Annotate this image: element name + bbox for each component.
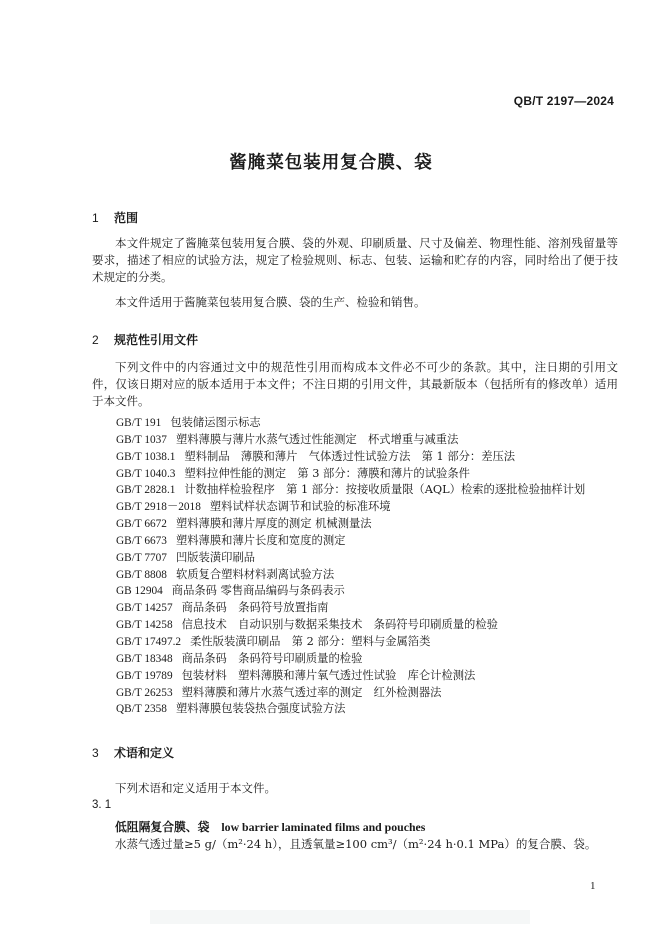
reference-title: 塑料薄膜和薄片水蒸气透过率的测定 红外检测器法 xyxy=(181,685,442,699)
reference-code: GB/T 6673 xyxy=(116,534,167,547)
reference-code: GB/T 1037 xyxy=(116,433,167,446)
reference-item xyxy=(116,533,585,550)
reference-title: 塑料薄膜包装袋热合强度试验方法 xyxy=(175,702,346,716)
reference-title: 软质复合塑料材料剥离试验方法 xyxy=(175,567,335,581)
reference-title: 信息技术 自动识别与数据采集技术 条码符号印刷质量的检验 xyxy=(181,618,498,632)
reference-title: 商品条码 零售商品编码与条码表示 xyxy=(171,584,345,598)
document-title: 酱腌菜包装用复合膜、袋 xyxy=(229,153,433,173)
term-definition: 水蒸气透过量≥5 g/（m²·24 h），且透氧量≥100 cm³/（m²·24 h·0.1 MPa）的复合膜、袋。 xyxy=(115,837,597,851)
section-title: 规范性引用文件 xyxy=(114,333,199,347)
section-3-heading xyxy=(92,744,174,761)
reference-item xyxy=(116,432,585,449)
reference-code: GB/T 8808 xyxy=(116,568,167,581)
reference-title: 商品条码 条码符号印刷质量的检验 xyxy=(181,651,363,665)
page-number: 1 xyxy=(590,880,596,892)
section-1-heading xyxy=(92,209,138,226)
term-name-cn: 低阻隔复合膜、袋 xyxy=(115,820,210,834)
reference-item xyxy=(116,701,585,718)
reference-list xyxy=(116,415,585,718)
reference-item xyxy=(116,466,585,483)
term-name xyxy=(115,818,425,835)
reference-code: GB/T 6672 xyxy=(116,518,167,531)
reference-title: 柔性版装潢印刷品 第 2 部分：塑料与金属箔类 xyxy=(190,634,431,648)
reference-title: 塑料薄膜与薄片水蒸气透过性能测定 杯式增重与减重法 xyxy=(175,432,459,446)
scope-paragraph-2: 本文件适用于酱腌菜包装用复合膜、袋的生产、检验和销售。 xyxy=(115,295,426,309)
reference-title: 凹版装潢印刷品 xyxy=(175,550,256,564)
normative-references-intro: 下列文件中的内容通过文中的规范性引用而构成本文件必不可少的条款。其中，注日期的引用文件，仅该日期对应的版本适用于本文件；不注日期的引用文件，其最新版本（包括所有的修改单）适用于本文件。 xyxy=(92,360,618,408)
reference-title: 包装材料 塑料薄膜和薄片氧气透过性试验 库仑计检测法 xyxy=(181,668,476,682)
standard-number: QB/T 2197—2024 xyxy=(513,94,614,108)
terms-intro: 下列术语和定义适用于本文件。 xyxy=(115,781,276,795)
reference-code: GB/T 7707 xyxy=(116,551,167,564)
reference-code: GB/T 18348 xyxy=(116,652,173,665)
reference-code: GB/T 26253 xyxy=(116,686,173,699)
section-title: 术语和定义 xyxy=(114,746,175,760)
reference-item xyxy=(116,567,585,584)
reference-title: 塑料薄膜和薄片厚度的测定 机械测量法 xyxy=(175,517,372,531)
reference-code: QB/T 2358 xyxy=(116,703,167,716)
reference-item xyxy=(116,634,585,651)
reference-title: 塑料薄膜和薄片长度和宽度的测定 xyxy=(175,533,346,547)
reference-title: 塑料拉伸性能的测定 第 3 部分：薄膜和薄片的试验条件 xyxy=(184,466,470,480)
reference-code: GB/T 191 xyxy=(116,417,162,429)
reference-title: 包装储运图示标志 xyxy=(170,416,261,429)
section-number: 3 xyxy=(92,746,99,760)
reference-code: GB 12904 xyxy=(116,585,163,598)
term-number: 3. 1 xyxy=(92,799,112,811)
reference-code: GB/T 14258 xyxy=(116,619,173,632)
reference-code: GB/T 1040.3 xyxy=(116,467,176,480)
reference-code: GB/T 2918－2018 xyxy=(116,501,201,514)
reference-title: 商品条码 条码符号放置指南 xyxy=(181,601,329,615)
reference-item xyxy=(116,550,585,567)
reference-title: 塑料试样状态调节和试验的标准环境 xyxy=(209,500,391,514)
reference-title: 计数抽样检验程序 第 1 部分：按接收质量限（AQL）检索的逐批检验抽样计划 xyxy=(184,483,586,497)
reference-code: GB/T 14257 xyxy=(116,602,173,615)
footer-band xyxy=(150,910,530,924)
section-number: 1 xyxy=(92,211,99,225)
section-2-heading xyxy=(92,331,198,348)
reference-item xyxy=(116,449,585,466)
reference-item xyxy=(116,499,585,516)
scope-paragraph-1: 本文件规定了酱腌菜包装用复合膜、袋的外观、印刷质量、尺寸及偏差、物理性能、溶剂残留量等要求，描述了相应的试验方法，规定了检验规则、标志、包装、运输和贮存的内容，同时给出了便于技术规定的分类。 xyxy=(92,236,618,284)
section-title: 范围 xyxy=(114,211,139,225)
reference-item xyxy=(116,415,585,432)
reference-item xyxy=(116,516,585,533)
reference-item xyxy=(116,685,585,702)
reference-item xyxy=(116,651,585,668)
section-number: 2 xyxy=(92,333,99,347)
reference-code: GB/T 2828.1 xyxy=(116,484,176,497)
reference-title: 塑料制品 薄膜和薄片 气体透过性试验方法 第 1 部分：差压法 xyxy=(184,449,516,463)
reference-code: GB/T 17497.2 xyxy=(116,635,182,648)
term-name-en: low barrier laminated films and pouches xyxy=(221,820,426,834)
reference-code: GB/T 19789 xyxy=(116,669,173,682)
reference-item xyxy=(116,482,585,499)
reference-code: GB/T 1038.1 xyxy=(116,450,176,463)
reference-item xyxy=(116,668,585,685)
reference-item xyxy=(116,600,585,617)
reference-item xyxy=(116,617,585,634)
reference-item xyxy=(116,583,585,600)
